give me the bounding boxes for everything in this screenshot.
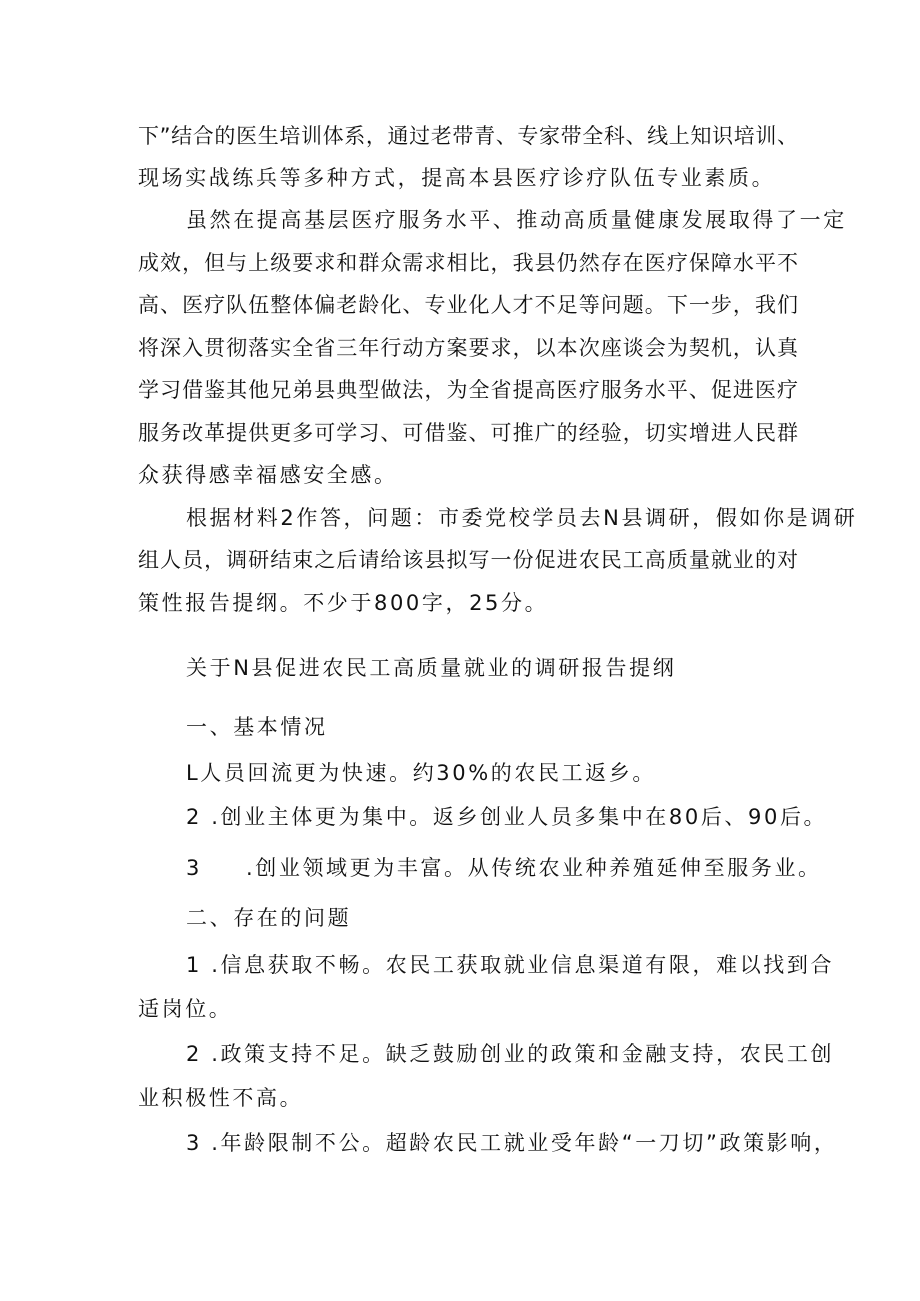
section-2-item-3-line-1: 3 .年龄限制不公。超龄农民工就业受年龄“一刀切”政策影响， [186,1131,838,1155]
paragraph-3-line-3: 策性报告提纲。不少于800字，25分。 [138,591,549,615]
section-1-heading: 一、基本情况 [186,715,328,739]
section-2-item-2-line-1: 2 .政策支持不足。缺乏鼓励创业的政策和金融支持，农民工创 [186,1042,835,1066]
paragraph-2-line-3: 高、医疗队伍整体偏老龄化、专业化人才不足等问题。下一步，我们 [138,293,798,317]
paragraph-2-line-1: 虽然在提高基层医疗服务水平、推动高质量健康发展取得了一定 [186,208,847,232]
paragraph-2-line-2: 成效，但与上级要求和群众需求相比，我县仍然存在医疗保障水平不 [138,251,798,275]
section-2-item-1-line-2: 适岗位。 [138,997,233,1021]
paragraph-3-line-2: 组人员，调研结束之后请给该县拟写一份促进农民工高质量就业的对 [138,548,798,572]
paragraph-2-line-4: 将深入贯彻落实全省三年行动方案要求，以本次座谈会为契机，认真 [138,336,798,360]
section-1-item-3-number: 3 [186,856,202,880]
paragraph-2-line-5: 学习借鉴其他兄弟县典型做法，为全省提高医疗服务水平、促进医疗 [138,378,798,402]
section-2-item-1-line-1: 1 .信息获取不畅。农民工获取就业信息渠道有限，难以找到合 [186,953,835,977]
paragraph-1-line-1: 下”结合的医生培训体系，通过老带青、专家带全科、线上知识培训、 [138,124,798,148]
section-1-item-3 [186,853,822,883]
paragraph-2-line-6: 服务改革提供更多可学习、可借鉴、可推广的经验，切实增进人民群 [138,421,798,445]
paragraph-3-line-1: 根据材料2作答，问题：市委党校学员去N县调研，假如你是调研 [186,506,858,530]
paragraph-1-line-2: 现场实战练兵等多种方式，提高本县医疗诊疗队伍专业素质。 [138,166,776,190]
section-1-item-1: L人员回流更为快速。约30%的农民工返乡。 [186,761,656,785]
paragraph-2-line-7: 众获得感幸福感安全感。 [138,463,398,487]
section-1-item-2: 2 .创业主体更为集中。返乡创业人员多集中在80后、90后。 [186,805,828,829]
outline-title: 关于N县促进农民工高质量就业的调研报告提纲 [186,656,677,680]
section-2-item-2-line-2: 业积极性不高。 [138,1086,304,1110]
section-2-heading: 二、存在的问题 [186,906,352,930]
section-1-item-3-text: .创业领域更为丰富。从传统农业种养殖延伸至服务业。 [245,856,822,880]
